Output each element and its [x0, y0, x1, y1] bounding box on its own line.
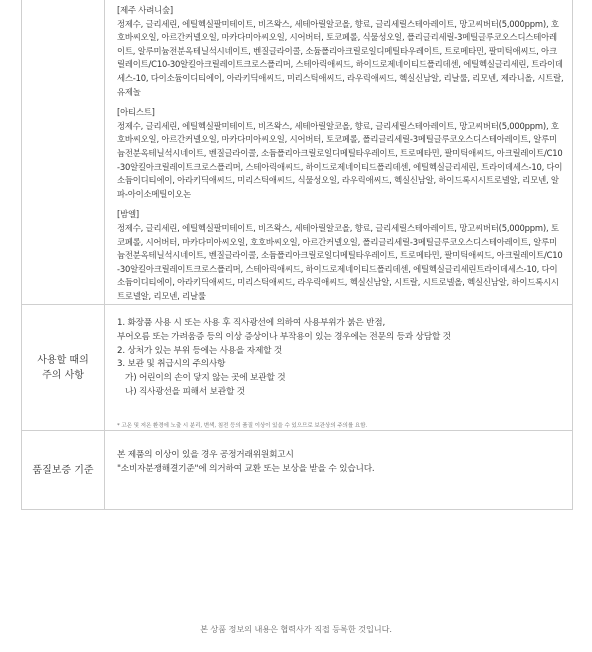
- product-info-table: [21, 0, 573, 510]
- quality-row: [22, 430, 572, 509]
- section-body: 정제수, 글리세린, 에틸헥실팔미테이트, 비즈왁스, 세테아릴알코올, 향료, 글리세릴스테아레이트, 망고씨버터(5,000ppm), 호호바씨오일, 아르간커넬오일, 마카다미아씨오일, 시어버터, 토코페롤, 폴리글리세릴-3메틸글루코오스디스테아레이트, 알루미늄전분옥테닐석시네이트, 벤질글라이콜, 소듐폴리아크릴로일디메틸타우레이트, 트로메타민, 팔미틱애씨드, 아크릴레이트/C10-30알킬아크릴레이트크로스폴리머, 스테아릭애씨드, 하이드로제네이티드폴리데센, 에틸헥실글리세린, 트라이데세스-10, 다이소듐이디티에이, 아라키딕애씨드, 미리스틱애씨드, 식물성오일, 라우릭애씨드, 헥실신남알, 하이드록시시트로넬알, 리모넨, 알파-아이소메틸이오논: [117, 120, 563, 199]
- precaution-line: 나) 직사광선을 피해서 보관할 것: [125, 386, 245, 397]
- section-title: [아티스트]: [117, 107, 155, 118]
- precaution-line: 1. 화장품 사용 시 또는 사용 후 직사광선에 의하여 사용부위가 붉은 반점,: [117, 318, 386, 328]
- precautions-row: [22, 304, 572, 430]
- section-body: 정제수, 글리세린, 에틸헥실팔미테이트, 비즈왁스, 세테아릴알코올, 향료, 글리세릴스테아레이트, 망고씨버터(5,000ppm), 토코페롤, 시어버터, 마카다미아씨오일, 호호바씨오일, 아르간커넬오일, 폴리글리세릴-3메틸글루코오스디스테아레이트, 알루미늄전분옥테닐석시네이트, 벤질글라이콜, 소듐폴리아크릴로일디메틸타우레이트, 트로메타민, 팔미틱애씨드, 아크릴레이트/C10-30알킬아크릴레이트크로스폴리머, 스테아릭애씨드, 하이드로제네이티드폴리데센, 에틸헥실글리세린트라이데세스-10, 다이소듐이디티에이, 아라키딕애씨드, 미리스틱애씨드, 라우릭애씨드, 헥실신남알, 시트랄, 시트로넬올, 헥실신남알, 하이드록시시트로넬알, 리모넨, 리날룰: [117, 222, 563, 301]
- precautions-label-line: 주의 사항: [42, 369, 84, 381]
- quality-content: [105, 431, 572, 509]
- precautions-label: [22, 305, 105, 430]
- ingredient-section-jeju: [117, 4, 564, 99]
- ingredients-row: [22, 0, 572, 304]
- precaution-line: 2. 상처가 있는 부위 등에는 사용을 자제할 것: [117, 345, 283, 356]
- section-body: 정제수, 글리세린, 에틸헥실팔미테이트, 비즈왁스, 세테아릴알코올, 향료, 글리세릴스테아레이트, 망고씨버터(5,000ppm), 호호바씨오일, 아르간커넬오일, 마카다미아씨오일, 시어버터, 토코페롤, 식물성오일, 폴리글리세릴-3메틸글루코오스디스테아레이트, 알루미늄전분옥테닐석시네이트, 벤질글라이콜, 소듐폴리아크릴로일디메틸타우레이트, 트로메타민, 팔미틱애씨드, 아크릴레이트/C10-30알킬아크릴레이트크로스폴리머, 스테아릭애씨드, 하이드로제네이티드폴리데센, 에틸헥실글리세린, 트라이데세스-10, 다이소듐이디티에이, 아라키딕애씨드, 미리스틱애씨드, 라우릭애씨드, 헥실신남알, 리날룰, 리모넨, 제라니올, 시트랄, 유제놀: [117, 18, 564, 97]
- ingredient-section-balm: [117, 208, 564, 303]
- precaution-line: 부어오름 또는 가려움증 등의 이상 증상이나 부작용이 있는 경우에는 전문의 등과 상담할 것: [117, 331, 451, 342]
- precautions-label-line: 사용할 때의: [37, 354, 89, 366]
- footer-notice: 본 상품 정보의 내용은 협력사가 직접 등록한 것입니다.: [200, 624, 392, 634]
- quality-line: "소비자분쟁해결기준"에 의거하여 교환 또는 보상을 받을 수 있습니다.: [117, 463, 375, 474]
- ingredient-section-artist: [117, 106, 564, 201]
- precautions-content: [105, 305, 572, 430]
- ingredients-content: [105, 0, 572, 304]
- section-title: [밤엘]: [117, 209, 139, 220]
- section-title: [제주 사려니숲]: [117, 5, 173, 15]
- quality-label: 품질보증 기준: [22, 431, 105, 509]
- ingredients-label-cell: [22, 0, 105, 304]
- storage-note: * 고온 및 저온 환경에 노출 시 분리, 변색, 침전 등의 품질 이상이 있을 수 있으므로 보관상의 주의를 요함.: [117, 422, 368, 429]
- quality-line: 본 제품의 이상이 있을 경우 공정거래위원회고시: [117, 450, 294, 460]
- precaution-line: 가) 어린이의 손이 닿지 않는 곳에 보관할 것: [125, 373, 286, 384]
- precaution-line: 3. 보관 및 취급시의 주의사항: [117, 359, 226, 370]
